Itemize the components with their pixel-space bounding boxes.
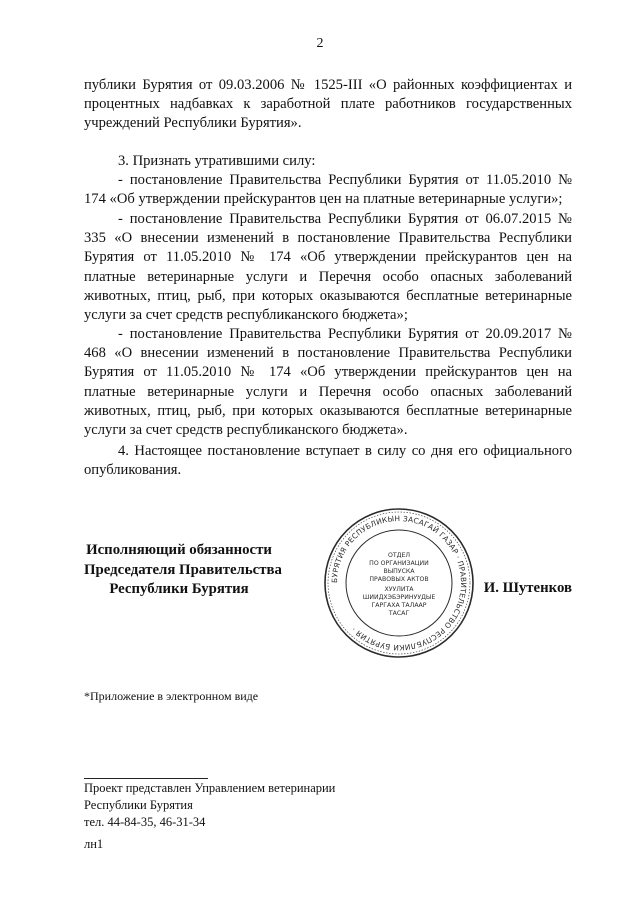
signatory-title (84, 541, 282, 600)
seal-center-line: ОТДЕЛ (387, 552, 411, 559)
seal-center-line: ХУУЛИТА (384, 586, 414, 593)
seal-center-line: ШИИДХЭБЭРИНУУДЫЕ (362, 594, 436, 601)
svg-text:БУРЯТИЯ РЕСПУБЛИКЫН ЗАСАГАЙ ГА (330, 514, 468, 652)
official-seal-stamp (321, 505, 477, 661)
seal-center-line: ПРАВОВЫХ АКТОВ (369, 576, 429, 583)
paragraph-continuation: публики Бурятия от 09.03.2006 № 1525-III «О районных коэффициентах и процентных надбавках к заработной плате работников государственных учреждений Республики Бурятия». (84, 77, 572, 132)
footer-line: Проект представлен Управлением ветеринарии (84, 781, 336, 795)
footer-line: лн1 (84, 837, 104, 851)
item3-entry-2: - постановление Правительства Республики Бурятия от 06.07.2015 № 335 «О внесении изменений в постановление Правительства Республики Бурятия от 11.05.2010 № 174 «Об утверждении прейскурантов цен на платные ветеринарные услуги и Перечня особо опасных заболеваний животных, птиц, рыб, при которых оказываются бесплатные ветеринарные услуги за счет средств республиканского бюджета»; (84, 211, 572, 324)
seal-center-line: ПО ОРГАНИЗАЦИИ (369, 560, 429, 567)
appendix-note: *Приложение в электронном виде (84, 689, 259, 703)
signatory-title-line: Председателя Правительства (84, 561, 282, 578)
seal-center-line: ТАСАГ (388, 610, 410, 617)
item3-heading: 3. Признать утратившими силу: (118, 153, 316, 169)
footer-contacts (84, 780, 335, 853)
seal-center-line: ВЫПУСКА (383, 568, 415, 575)
signatory-name: И. Шутенков (483, 580, 572, 596)
item4-effective-date: 4. Настоящее постановление вступает в силу со дня его официального опубликования. (84, 443, 572, 479)
signatory-title-line: Исполняющий обязанности (86, 542, 272, 558)
signatory-title-line: Республики Бурятия (109, 581, 249, 597)
seal-center-line: ГАРГАХА ТАЛААР (371, 602, 427, 609)
item3-entry-1: - постановление Правительства Республики Бурятия от 11.05.2010 № 174 «Об утверждении прейскурантов цен на платные ветеринарные услуги»; (84, 172, 572, 208)
footer-divider (84, 778, 208, 779)
seal-ring-text: БУРЯТИЯ РЕСПУБЛИКЫН ЗАСАГАЙ ГАЗАР · ПРАВИТЕЛЬСТВО РЕСПУБЛИКИ БУРЯТИЯ · (329, 513, 469, 653)
item3-entry-3: - постановление Правительства Республики Бурятия от 20.09.2017 № 468 «О внесении изменений в постановление Правительства Республики Бурятия от 11.05.2010 № 174 «Об утверждении прейскурантов цен на платные ветеринарные услуги и Перечня особо опасных заболеваний животных, птиц, рыб, при которых оказываются бесплатные ветеринарные услуги за счет средств республиканского бюджета». (84, 326, 572, 439)
footer-line: тел. 44-84-35, 46-31-34 (84, 815, 206, 829)
footer-line: Республики Бурятия (84, 798, 193, 812)
page-number: 2 (316, 36, 324, 51)
